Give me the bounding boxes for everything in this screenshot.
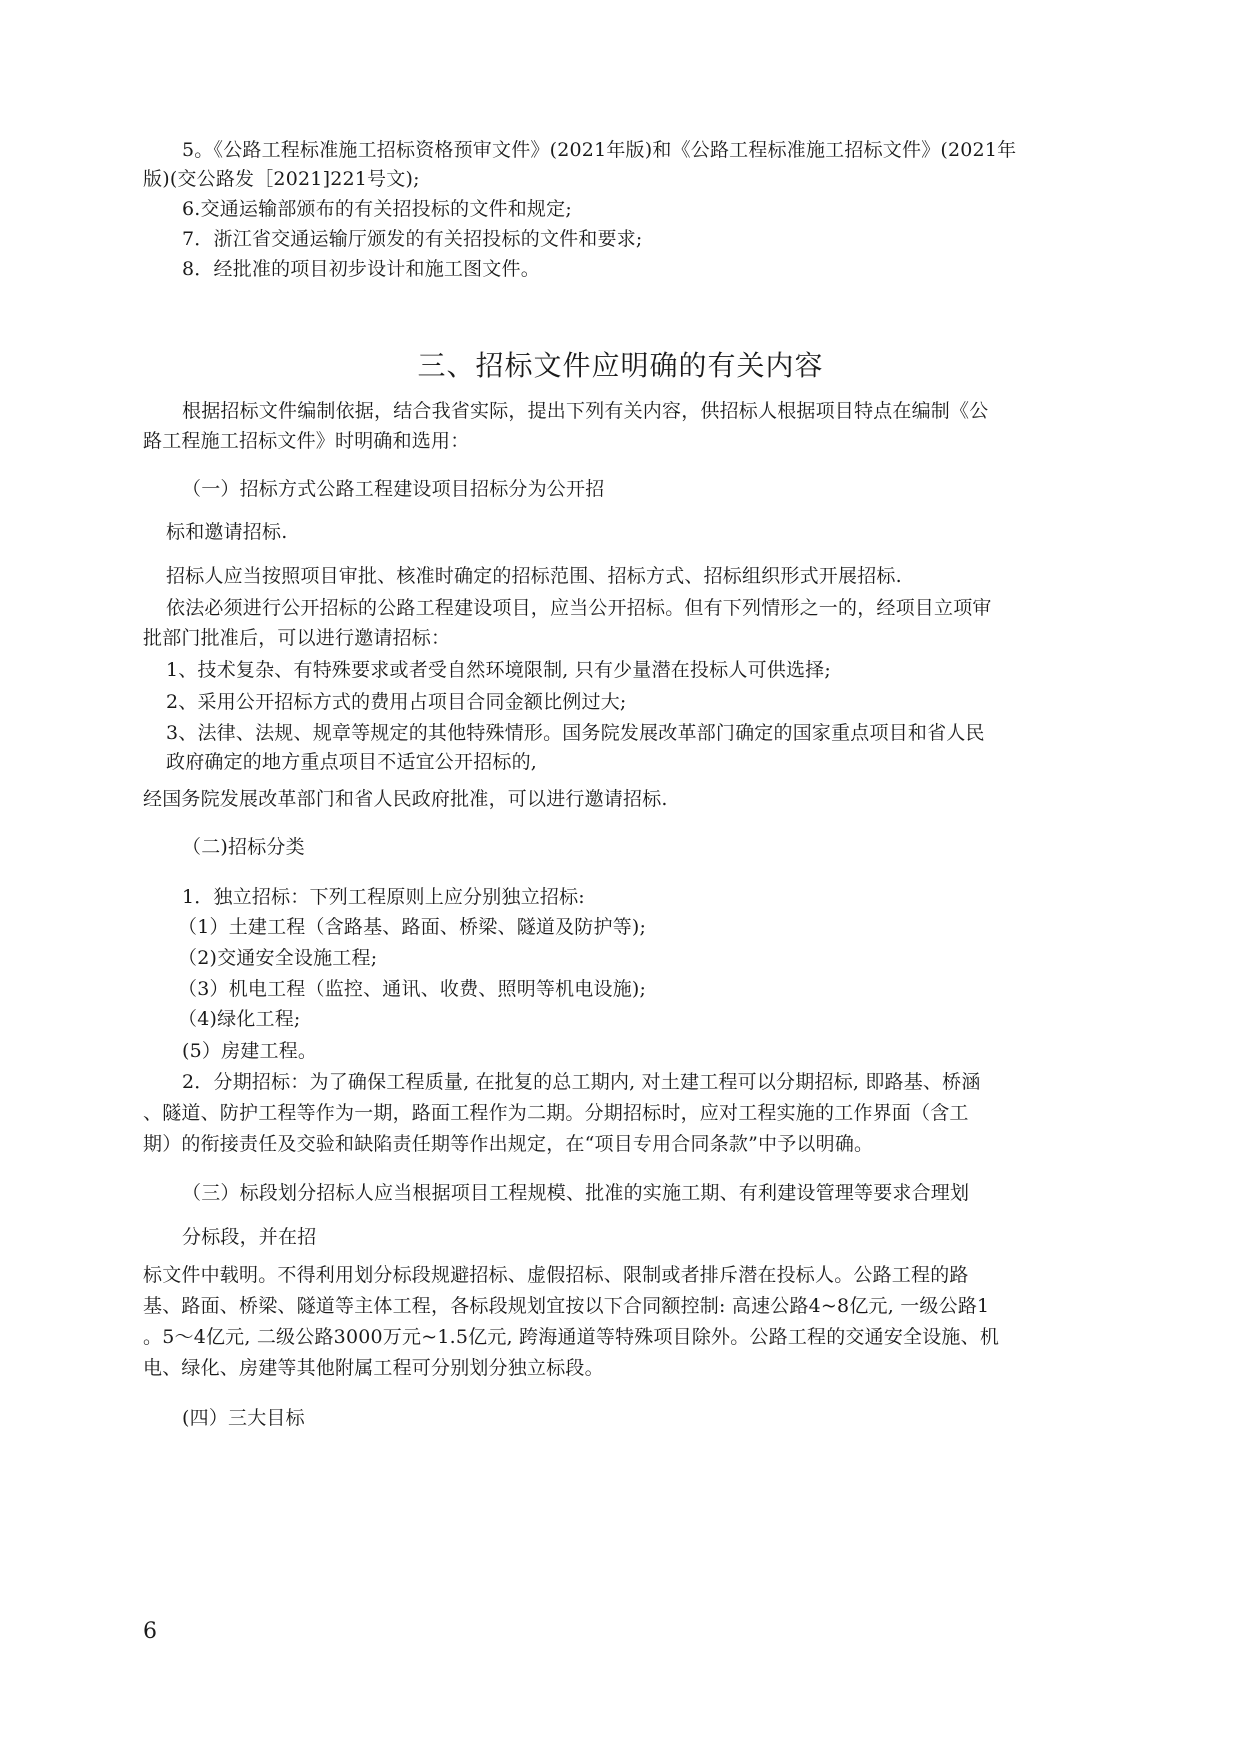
part3-line: 分标段，并在招 <box>182 1226 317 1248</box>
part1-line: 2、采用公开招标方式的费用占项目合同金额比例过大; <box>166 691 627 713</box>
part2-line: 2．分期招标：为了确保工程质量, 在批复的总工期内, 对土建工程可以分期招标, 即路基、桥涵 <box>182 1071 981 1093</box>
part1-line: 3、法律、法规、规章等规定的其他特殊情形。国务院发展改革部门确定的国家重点项目和省人民 <box>166 722 985 744</box>
intro-line-1: 根据招标文件编制依据，结合我省实际，提出下列有关内容，供招标人根据项目特点在编制《公 <box>182 400 989 422</box>
basis-item-5: 5。《公路工程标准施工招标资格预审文件》(2021年版)和《公路工程标准施工招标文件》(2021年 <box>182 139 1017 161</box>
part3-line: 基、路面、桥梁、隧道等主体工程，各标段规划宜按以下合同额控制: 高速公路4~8亿元, 一级公路1 <box>143 1295 990 1317</box>
intro-line-2: 路工程施工招标文件》时明确和选用： <box>143 430 470 452</box>
part2-title: （二)招标分类 <box>182 836 305 858</box>
basis-item-8: 8．经批准的项目初步设计和施工图文件。 <box>182 258 540 280</box>
section-heading: 三、招标文件应明确的有关内容 <box>417 349 824 382</box>
part4-title: (四）三大目标 <box>182 1407 305 1429</box>
basis-item-6: 6.交通运输部颁布的有关招投标的文件和规定; <box>182 198 572 220</box>
part2-line: 、隧道、防护工程等作为一期，路面工程作为二期。分期招标时，应对工程实施的工作界面（含工 <box>143 1102 969 1124</box>
page-number: 6 <box>143 1619 157 1644</box>
basis-item-7: 7．浙江省交通运输厅颁发的有关招投标的文件和要求; <box>182 228 643 250</box>
part1-line: 政府确定的地方重点项目不适宜公开招标的, <box>166 751 538 773</box>
part2-line: 1．独立招标：下列工程原则上应分别独立招标: <box>182 886 585 908</box>
part2-line: (5）房建工程。 <box>182 1040 318 1062</box>
part1-line: 依法必须进行公开招标的公路工程建设项目，应当公开招标。但有下列情形之一的，经项目立项审 <box>166 597 992 619</box>
part1-line: 1、技术复杂、有特殊要求或者受自然环境限制, 只有少量潜在投标人可供选择; <box>166 659 831 681</box>
part2-line: （3）机电工程（监控、通讯、收费、照明等机电设施); <box>178 978 647 1000</box>
part3-line: 标文件中载明。不得利用划分标段规避招标、虚假招标、限制或者排斥潜在投标人。公路工程的路 <box>143 1264 969 1286</box>
part2-line: （2)交通安全设施工程; <box>178 947 378 969</box>
part1-line: 标和邀请招标. <box>166 521 288 543</box>
basis-item-5-cont: 版)(交公路发［2021]221号文); <box>143 168 420 190</box>
part3-line: 。5～4亿元, 二级公路3000万元~1.5亿元, 跨海通道等特殊项目除外。公路工程的交通安全设施、机 <box>143 1326 1000 1348</box>
part1-line: 经国务院发展改革部门和省人民政府批准，可以进行邀请招标. <box>143 788 668 810</box>
part3-title: （三）标段划分招标人应当根据项目工程规模、批准的实施工期、有利建设管理等要求合理划 <box>182 1182 970 1204</box>
part2-line: 期）的衔接责任及交验和缺陷责任期等作出规定，在“项目专用合同条款”中予以明确。 <box>143 1133 874 1155</box>
part2-line: （1）土建工程（含路基、路面、桥梁、隧道及防护等); <box>178 916 647 938</box>
part1-line: 批部门批准后，可以进行邀请招标： <box>143 627 451 649</box>
part1-line: 招标人应当按照项目审批、核准时确定的招标范围、招标方式、招标组织形式开展招标. <box>166 565 902 587</box>
part1-title: （一）招标方式公路工程建设项目招标分为公开招 <box>182 478 605 500</box>
part2-line: （4)绿化工程; <box>178 1008 301 1030</box>
part3-line: 电、绿化、房建等其他附属工程可分别划分独立标段。 <box>143 1357 604 1379</box>
